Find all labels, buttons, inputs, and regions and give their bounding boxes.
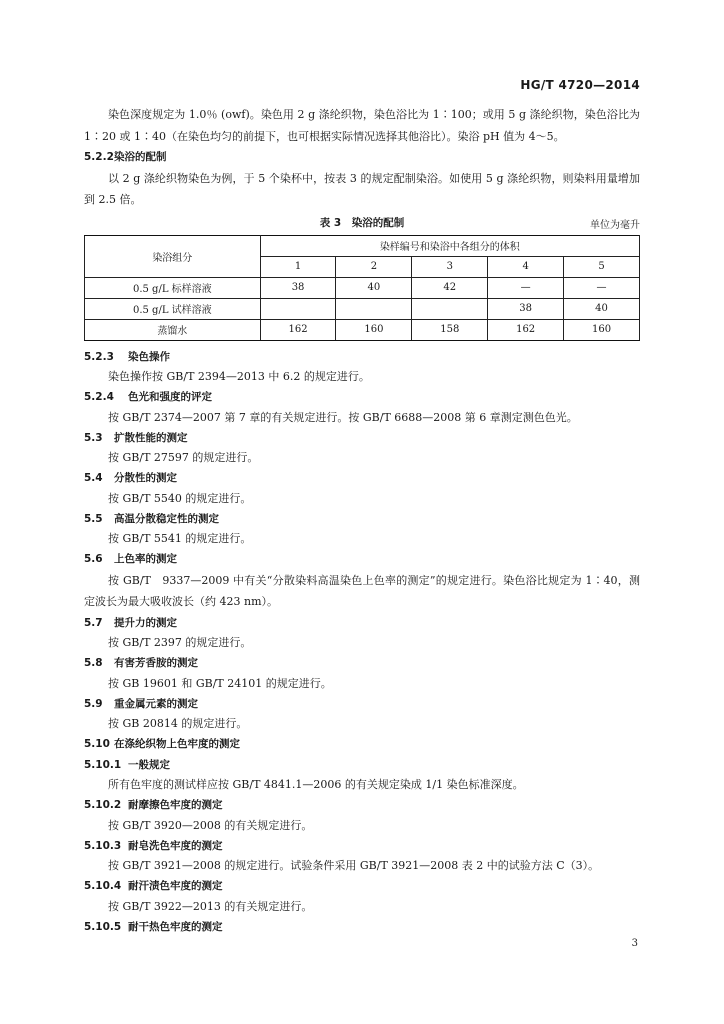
section-heading bbox=[84, 795, 640, 816]
section-heading bbox=[84, 876, 640, 897]
table-cell: — bbox=[488, 277, 564, 298]
table-column-group-header: 染样编号和染浴中各组分的体积 bbox=[260, 235, 639, 256]
section-number: 5.7 bbox=[84, 616, 103, 629]
section-title: 耐汗渍色牢度的测定 bbox=[128, 880, 223, 892]
section-title: 重金属元素的测定 bbox=[114, 697, 198, 710]
table-row bbox=[85, 298, 640, 319]
table-cell: 40 bbox=[336, 277, 412, 298]
section-title: 高温分散稳定性的测定 bbox=[114, 512, 219, 525]
table-row-label: 0.5 g/L 标样溶液 bbox=[85, 277, 261, 298]
table-row bbox=[85, 319, 640, 340]
dye-bath-table bbox=[84, 235, 640, 341]
table-column-number: 3 bbox=[412, 256, 488, 277]
table-column-number: 1 bbox=[260, 256, 336, 277]
table-row-label: 0.5 g/L 试样溶液 bbox=[85, 298, 261, 319]
section-heading bbox=[84, 694, 640, 715]
section-heading bbox=[84, 836, 640, 857]
section-heading bbox=[84, 755, 640, 776]
section-body: 按 GB/T 3921—2008 的规定进行。试验条件采用 GB/T 3921—2008 表 2 中的试验方法 C（3）。 bbox=[108, 859, 600, 872]
section-heading bbox=[84, 613, 640, 634]
sections-list bbox=[84, 347, 640, 938]
section-title: 扩散性能的测定 bbox=[114, 431, 188, 444]
table-row bbox=[85, 277, 640, 298]
table-column-number: 2 bbox=[336, 256, 412, 277]
section-number: 5.10.1 bbox=[84, 758, 122, 771]
intro-paragraph: 染色深度规定为 1.0％ (owf)。染色用 2 g 涤纶织物，染色浴比为 1∶100；或用 5 g 涤纶织物，染色浴比为 1∶20 或 1∶40（在染色均匀的前提下，也可根据实际情况选择其他浴比）。染浴 pH 值为 4～5。 bbox=[84, 108, 640, 143]
page-number: 3 bbox=[631, 938, 638, 949]
section-number: 5.2.2 bbox=[84, 151, 114, 163]
table-cell: 162 bbox=[488, 319, 564, 340]
section-number: 5.4 bbox=[84, 472, 103, 484]
table-caption bbox=[84, 213, 640, 235]
section-heading bbox=[84, 734, 640, 755]
section-heading bbox=[84, 428, 640, 449]
section-title: 染色操作 bbox=[128, 350, 170, 363]
section-number: 5.2.3 bbox=[84, 350, 114, 363]
table-unit: 单位为毫升 bbox=[590, 219, 640, 231]
section-body: 染色操作按 GB/T 2394—2013 中 6.2 的规定进行。 bbox=[108, 370, 370, 383]
table-cell: 42 bbox=[412, 277, 488, 298]
section-heading bbox=[84, 347, 640, 368]
section-title: 有害芳香胺的测定 bbox=[114, 657, 198, 669]
section-number: 5.10.3 bbox=[84, 839, 122, 852]
section-heading bbox=[84, 917, 640, 938]
section-number: 5.6 bbox=[84, 553, 103, 565]
section-title: 耐摩擦色牢度的测定 bbox=[128, 799, 223, 811]
table-cell: 160 bbox=[336, 319, 412, 340]
section-heading bbox=[84, 549, 640, 570]
section-heading bbox=[84, 387, 640, 408]
section-number: 5.2.4 bbox=[84, 391, 114, 403]
section-body: 按 GB/T 3922—2013 的有关规定进行。 bbox=[108, 899, 313, 913]
section-title: 一般规定 bbox=[128, 758, 170, 771]
section-body: 按 GB/T 5540 的规定进行。 bbox=[108, 491, 252, 505]
section-title: 耐皂洗色牢度的测定 bbox=[128, 839, 223, 852]
section-number: 5.10 bbox=[84, 738, 110, 750]
section-number: 5.5 bbox=[84, 512, 103, 525]
section-body: 所有色牢度的测试样应按 GB/T 4841.1—2006 的有关规定染成 1/1 染色标准深度。 bbox=[108, 778, 524, 791]
section-number: 5.10.4 bbox=[84, 880, 122, 892]
section-title: 分散性的测定 bbox=[114, 472, 177, 484]
table-cell bbox=[336, 298, 412, 319]
section-number: 5.3 bbox=[84, 431, 103, 444]
table-title: 表 3 染浴的配制 bbox=[319, 216, 405, 229]
table-cell: — bbox=[564, 277, 640, 298]
section-body: 按 GB 20814 的规定进行。 bbox=[108, 717, 248, 730]
section-body: 按 GB/T 5541 的规定进行。 bbox=[108, 532, 252, 545]
section-heading bbox=[84, 147, 640, 168]
table-column-number: 5 bbox=[564, 256, 640, 277]
section-body: 按 GB/T 9337—2009 中有关“分散染料高温染色上色率的测定”的规定进行。染色浴比规定为 1∶40，测定波长为最大吸收波长（约 423 nm）。 bbox=[84, 573, 640, 608]
table-cell: 158 bbox=[412, 319, 488, 340]
section-number: 5.8 bbox=[84, 657, 103, 669]
section-title: 染浴的配制 bbox=[114, 151, 167, 163]
section-body: 按 GB/T 2397 的规定进行。 bbox=[108, 636, 252, 649]
section-title: 耐干热色牢度的测定 bbox=[128, 920, 223, 933]
table-column-number: 4 bbox=[488, 256, 564, 277]
section-body: 按 GB/T 27597 的规定进行。 bbox=[108, 451, 259, 464]
section-heading bbox=[84, 468, 640, 489]
table-cell: 40 bbox=[564, 298, 640, 319]
section-title: 色光和强度的评定 bbox=[128, 391, 212, 403]
section-title: 提升力的测定 bbox=[114, 616, 177, 629]
section-title: 在涤纶织物上色牢度的测定 bbox=[114, 738, 240, 750]
section-number: 5.9 bbox=[84, 697, 103, 710]
table-cell: 162 bbox=[260, 319, 336, 340]
section-title: 上色率的测定 bbox=[114, 553, 177, 565]
table-cell: 38 bbox=[260, 277, 336, 298]
section-body: 按 GB/T 3920—2008 的有关规定进行。 bbox=[108, 818, 313, 832]
section-body: 按 GB 19601 和 GB/T 24101 的规定进行。 bbox=[108, 676, 332, 690]
standard-number: HG/T 4720—2014 bbox=[520, 78, 640, 92]
page-content bbox=[84, 104, 640, 937]
table-cell: 38 bbox=[488, 298, 564, 319]
table-cell: 160 bbox=[564, 319, 640, 340]
section-heading bbox=[84, 653, 640, 674]
section-body: 以 2 g 涤纶织物染色为例，于 5 个染杯中，按表 3 的规定配制染浴。如使用 5 g 涤纶织物，则染料用量增加到 2.5 倍。 bbox=[84, 171, 640, 206]
table-row-label: 蒸馏水 bbox=[85, 319, 261, 340]
section-body: 按 GB/T 2374—2007 第 7 章的有关规定进行。按 GB/T 6688—2008 第 6 章测定测色色光。 bbox=[108, 410, 578, 424]
section-number: 5.10.2 bbox=[84, 799, 122, 811]
table-cell bbox=[260, 298, 336, 319]
table-row-header: 染浴组分 bbox=[85, 235, 261, 277]
section-number: 5.10.5 bbox=[84, 920, 122, 933]
section-heading bbox=[84, 509, 640, 530]
table-cell bbox=[412, 298, 488, 319]
